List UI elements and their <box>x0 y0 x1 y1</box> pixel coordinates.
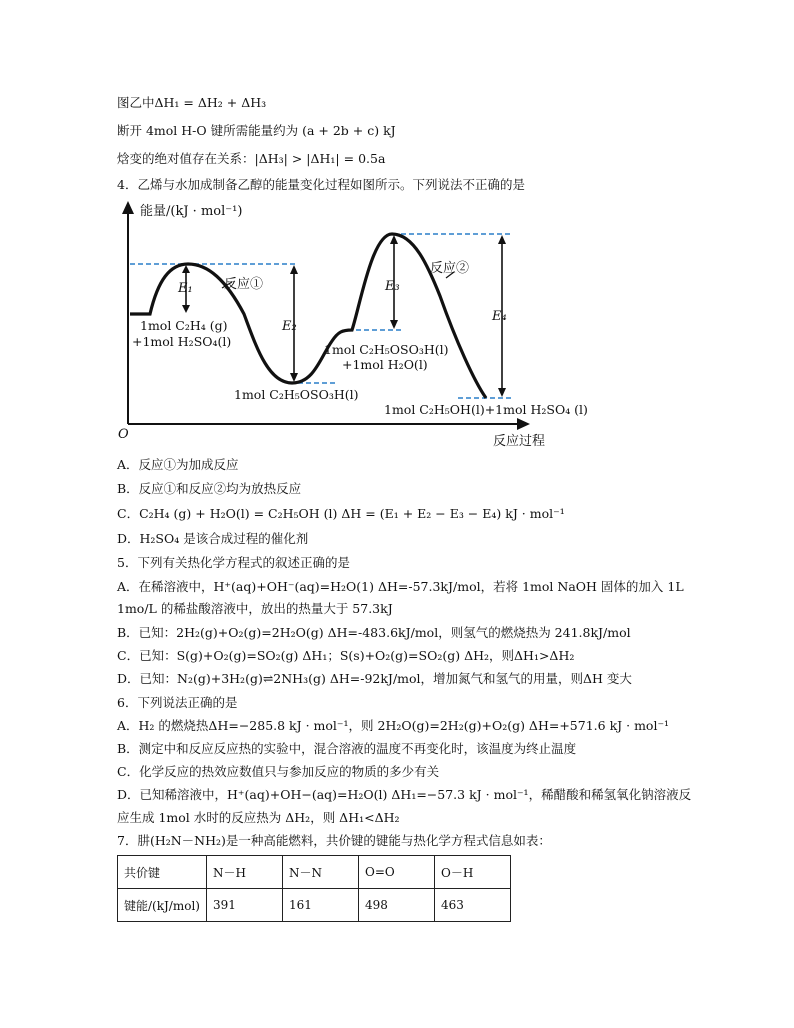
origin-label: O <box>118 427 129 442</box>
q7-stem: 7．肼(H₂N－NH₂)是一种高能燃料，共价键的键能与热化学方程式信息如表： <box>117 833 551 848</box>
table-header-row <box>118 856 511 889</box>
q3-option-c: 断开 4mol H-O 键所需能量约为 (a + 2b + c) kJ <box>117 123 396 138</box>
e2-arrow-head-bottom <box>290 373 298 382</box>
table-cell: 键能/(kJ/mol) <box>118 889 207 922</box>
q4-option-c: C．C₂H₄ (g) + H₂O(l) = C₂H₅OH (l) ΔH = (E₁ + E₂ − E₃ − E₄) kJ · mol⁻¹ <box>117 506 565 521</box>
reaction1-label: 反应① <box>224 277 264 292</box>
q3-option-b: 图乙中ΔH₁ = ΔH₂ + ΔH₃ <box>117 95 267 110</box>
e2-label: E₂ <box>282 319 297 334</box>
q5-option-d: D．已知：N₂(g)+3H₂(g)⇌2NH₃(g) ΔH=-92kJ/mol，增加氮气和氢气的用量，则ΔH 变大 <box>117 671 632 686</box>
q6-option-c: C．化学反应的热效应数值只与参加反应的物质的多少有关 <box>117 764 440 779</box>
q6-option-d-line2: 应生成 1mol 水时的反应热为 ΔH₂，则 ΔH₁<ΔH₂ <box>117 810 400 825</box>
q3-option-d: 焓变的绝对值存在关系：|ΔH₃| > |ΔH₁| = 0.5a <box>117 151 386 166</box>
q4-option-b: B．反应①和反应②均为放热反应 <box>117 481 302 496</box>
table-row <box>118 889 511 922</box>
x-axis-arrow <box>517 418 530 430</box>
q4-option-d: D．H₂SO₄ 是该合成过程的催化剂 <box>117 531 309 546</box>
e3-arrow-head-top <box>390 235 398 244</box>
e4-arrow-head-top <box>498 235 506 244</box>
reaction-path <box>130 234 486 398</box>
e1-arrow-head-bottom <box>182 305 190 313</box>
q6-stem: 6．下列说法正确的是 <box>117 695 238 710</box>
table-cell: 463 <box>435 889 511 922</box>
x-axis-label: 反应过程 <box>493 434 546 449</box>
e4-label: E₄ <box>492 309 507 324</box>
reaction2-label: 反应② <box>430 261 470 276</box>
q4-option-a: A．反应①为加成反应 <box>117 457 239 472</box>
energy-diagram <box>108 196 608 452</box>
table-header-cell: 共价键 <box>118 856 207 889</box>
table-cell: 391 <box>207 889 283 922</box>
q5-option-a-line2: 1mo/L 的稀盐酸溶液中，放出的热量大于 57.3kJ <box>117 601 393 616</box>
q6-option-b: B．测定中和反应反应热的实验中，混合溶液的温度不再变化时，该温度为终止温度 <box>117 741 577 756</box>
e1-arrow-head-top <box>182 265 190 273</box>
bond-energy-table <box>117 855 511 922</box>
table-header-cell: N－N <box>283 856 359 889</box>
table-header-cell: O－H <box>435 856 511 889</box>
table-cell: 161 <box>283 889 359 922</box>
q5-stem: 5．下列有关热化学方程式的叙述正确的是 <box>117 555 350 570</box>
state-mid-line2: +1mol H₂O(l) <box>342 357 428 372</box>
state-start-line2: +1mol H₂SO₄(l) <box>132 334 232 349</box>
state-start-line1: 1mol C₂H₄ (g) <box>140 318 228 333</box>
y-axis-label: 能量/(kJ · mol⁻¹) <box>140 204 243 219</box>
e1-label: E₁ <box>178 281 193 296</box>
q6-option-a: A．H₂ 的燃烧热ΔH=−285.8 kJ · mol⁻¹，则 2H₂O(g)=2H₂(g)+O₂(g) ΔH=+571.6 kJ · mol⁻¹ <box>117 718 670 733</box>
state-intermediate: 1mol C₂H₅OSO₃H(l) <box>234 387 359 402</box>
q5-option-c: C．已知：S(g)+O₂(g)=SO₂(g) ΔH₁；S(s)+O₂(g)=SO₂(g) ΔH₂，则ΔH₁>ΔH₂ <box>117 648 575 663</box>
e3-label: E₃ <box>385 279 400 294</box>
table-header-cell: O=O <box>359 856 435 889</box>
table-cell: 498 <box>359 889 435 922</box>
q4-stem: 4．乙烯与水加成制备乙醇的能量变化过程如图所示。下列说法不正确的是 <box>117 177 525 192</box>
state-mid-line1: 1mol C₂H₅OSO₃H(l) <box>324 342 449 357</box>
q5-option-b: B．已知：2H₂(g)+O₂(g)=2H₂O(g) ΔH=-483.6kJ/mol，则氢气的燃烧热为 241.8kJ/mol <box>117 625 631 640</box>
q6-option-d-line1: D．已知稀溶液中，H⁺(aq)+OH−(aq)=H₂O(l) ΔH₁=−57.3 kJ · mol⁻¹，稀醋酸和稀氢氧化钠溶液反 <box>117 787 692 802</box>
e2-arrow-head-top <box>290 265 298 274</box>
state-end: 1mol C₂H₅OH(l)+1mol H₂SO₄ (l) <box>384 402 588 417</box>
q5-option-a-line1: A．在稀溶液中，H⁺(aq)+OH⁻(aq)=H₂O(1) ΔH=-57.3kJ/mol，若将 1mol NaOH 固体的加入 1L <box>117 579 684 594</box>
y-axis-arrow <box>122 201 134 214</box>
table-header-cell: N－H <box>207 856 283 889</box>
e4-arrow-head-bottom <box>498 388 506 397</box>
e3-arrow-head-bottom <box>390 320 398 329</box>
